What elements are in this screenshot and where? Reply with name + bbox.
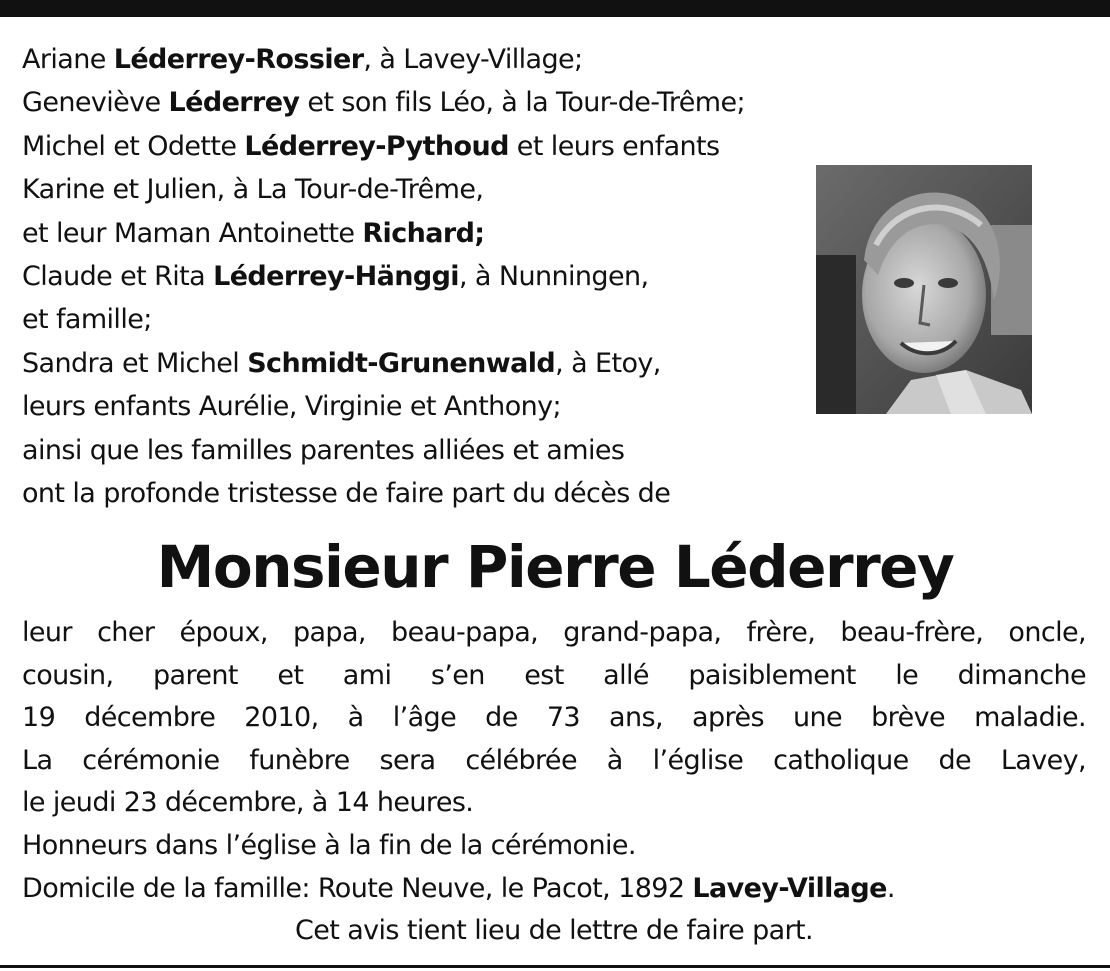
surname: Schmidt-Grunenwald: [247, 347, 556, 379]
surname: Léderrey: [168, 87, 300, 119]
family-line: Karine et Julien, à La Tour-de-Trême,: [22, 174, 484, 206]
family-line: Sandra et Michel Schmidt-Grunenwald, à Etoy,: [22, 347, 661, 379]
family-line: ont la profonde tristesse de faire part du décès de: [22, 478, 671, 510]
family-line: et leur Maman Antoinette Richard;: [22, 217, 485, 249]
closing-line: Cet avis tient lieu de lettre de faire part.: [294, 915, 814, 947]
surname: Léderrey-Rossier: [113, 44, 364, 75]
address-line: Domicile de la famille: Route Neuve, le Pacot, 1892 Lavey-Village.: [22, 872, 895, 904]
family-line: ainsi que les familles parentes alliées et amies: [22, 434, 625, 466]
deceased-name: Monsieur Pierre Léderrey: [156, 533, 954, 601]
body-line: 19 décembre 2010, à l’âge de 73 ans, après une brève maladie.: [22, 702, 1086, 734]
surname: Léderrey-Pythoud: [244, 130, 509, 162]
body-line: La cérémonie funèbre sera célébrée à l’église catholique de Lavey,: [22, 744, 1086, 776]
top-border-rule: [0, 0, 1110, 17]
family-line: Geneviève Léderrey et son fils Léo, à la Tour-de-Trême;: [22, 87, 745, 119]
announcement-body: [22, 612, 1086, 953]
surname: Richard;: [362, 217, 485, 249]
place-name: Lavey-Village: [692, 872, 887, 904]
body-line: le jeudi 23 décembre, à 14 heures.: [22, 787, 474, 819]
family-line: Claude et Rita Léderrey-Hänggi, à Nunningen,: [22, 261, 649, 293]
body-line: leur cher époux, papa, beau-papa, grand-papa, frère, beau-frère, oncle,: [22, 617, 1086, 648]
family-list: [22, 38, 822, 515]
bottom-border-rule: [0, 965, 1110, 968]
family-line: et famille;: [22, 304, 152, 336]
family-line: leurs enfants Aurélie, Virginie et Anthony;: [22, 391, 561, 423]
surname: Léderrey-Hänggi: [213, 261, 459, 293]
family-line: Michel et Odette Léderrey-Pythoud et leurs enfants: [22, 130, 720, 162]
body-line: cousin, parent et ami s’en est allé paisiblement le dimanche: [22, 659, 1086, 691]
body-line: Honneurs dans l’église à la fin de la cérémonie.: [22, 829, 636, 861]
portrait-photo: [816, 165, 1032, 414]
family-line: Ariane Léderrey-Rossier, à Lavey-Village;: [22, 44, 583, 75]
